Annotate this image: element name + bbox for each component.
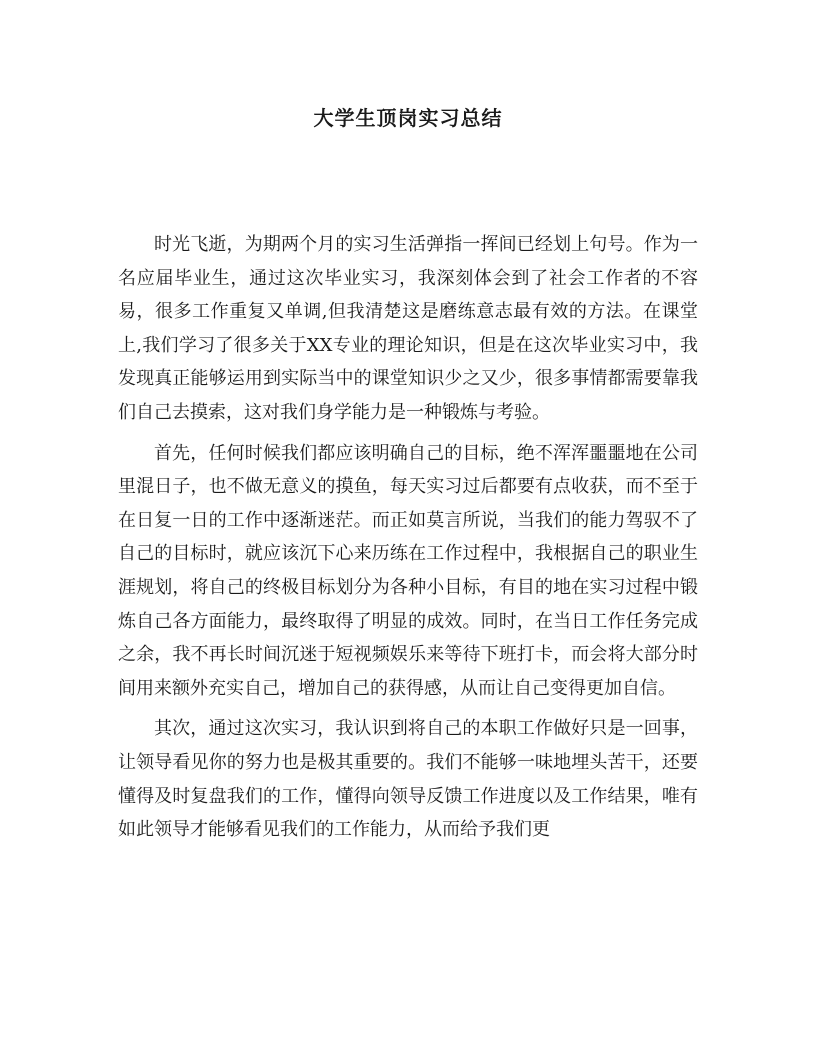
document-title: 大学生顶岗实习总结 xyxy=(313,106,503,130)
paragraph-2: 首先，任何时候我们都应该明确自己的目标，绝不浑浑噩噩地在公司里混日子，也不做无意义的摸鱼，每天实习过后都要有点收获，而不至于在日复一日的工作中逐渐迷茫。而正如莫言所说，当我们的能力驾驭不了自己的目标时，就应该沉下心来历练在工作过程中，我根据自己的职业生涯规划，将自己的终极目标划分为各种小目标，有目的地在实习过程中锻炼自己各方面能力，最终取得了明显的成效。同时，在当日工作任务完成之余，我不再长时间沉迷于短视频娱乐来等待下班打卡，而会将大部分时间用来额外充实自己，增加自己的获得感，从而让自己变得更加自信。 xyxy=(118,442,698,699)
paragraph-1: 时光飞逝，为期两个月的实习生活弹指一挥间已经划上句号。作为一名应届毕业生，通过这次毕业实习，我深刻体会到了社会工作者的不容易，很多工作重复又单调,但我清楚这是磨练意志最有效的方法。在课堂上,我们学习了很多关于XX专业的理论知识，但是在这次毕业实习中，我发现真正能够运用到实际当中的课堂知识少之又少，很多事情都需要靠我们自己去摸索，这对我们身学能力是一种锻炼与考验。 xyxy=(118,234,698,423)
paragraph-3: 其次，通过这次实习，我认识到将自己的本职工作做好只是一回事，让领导看见你的努力也是极其重要的。我们不能够一味地埋头苦干，还要懂得及时复盘我们的工作，懂得向领导反馈工作进度以及工作结果，唯有如此领导才能够看见我们的工作能力，从而给予我们更 xyxy=(118,718,698,841)
document-body xyxy=(118,228,698,854)
